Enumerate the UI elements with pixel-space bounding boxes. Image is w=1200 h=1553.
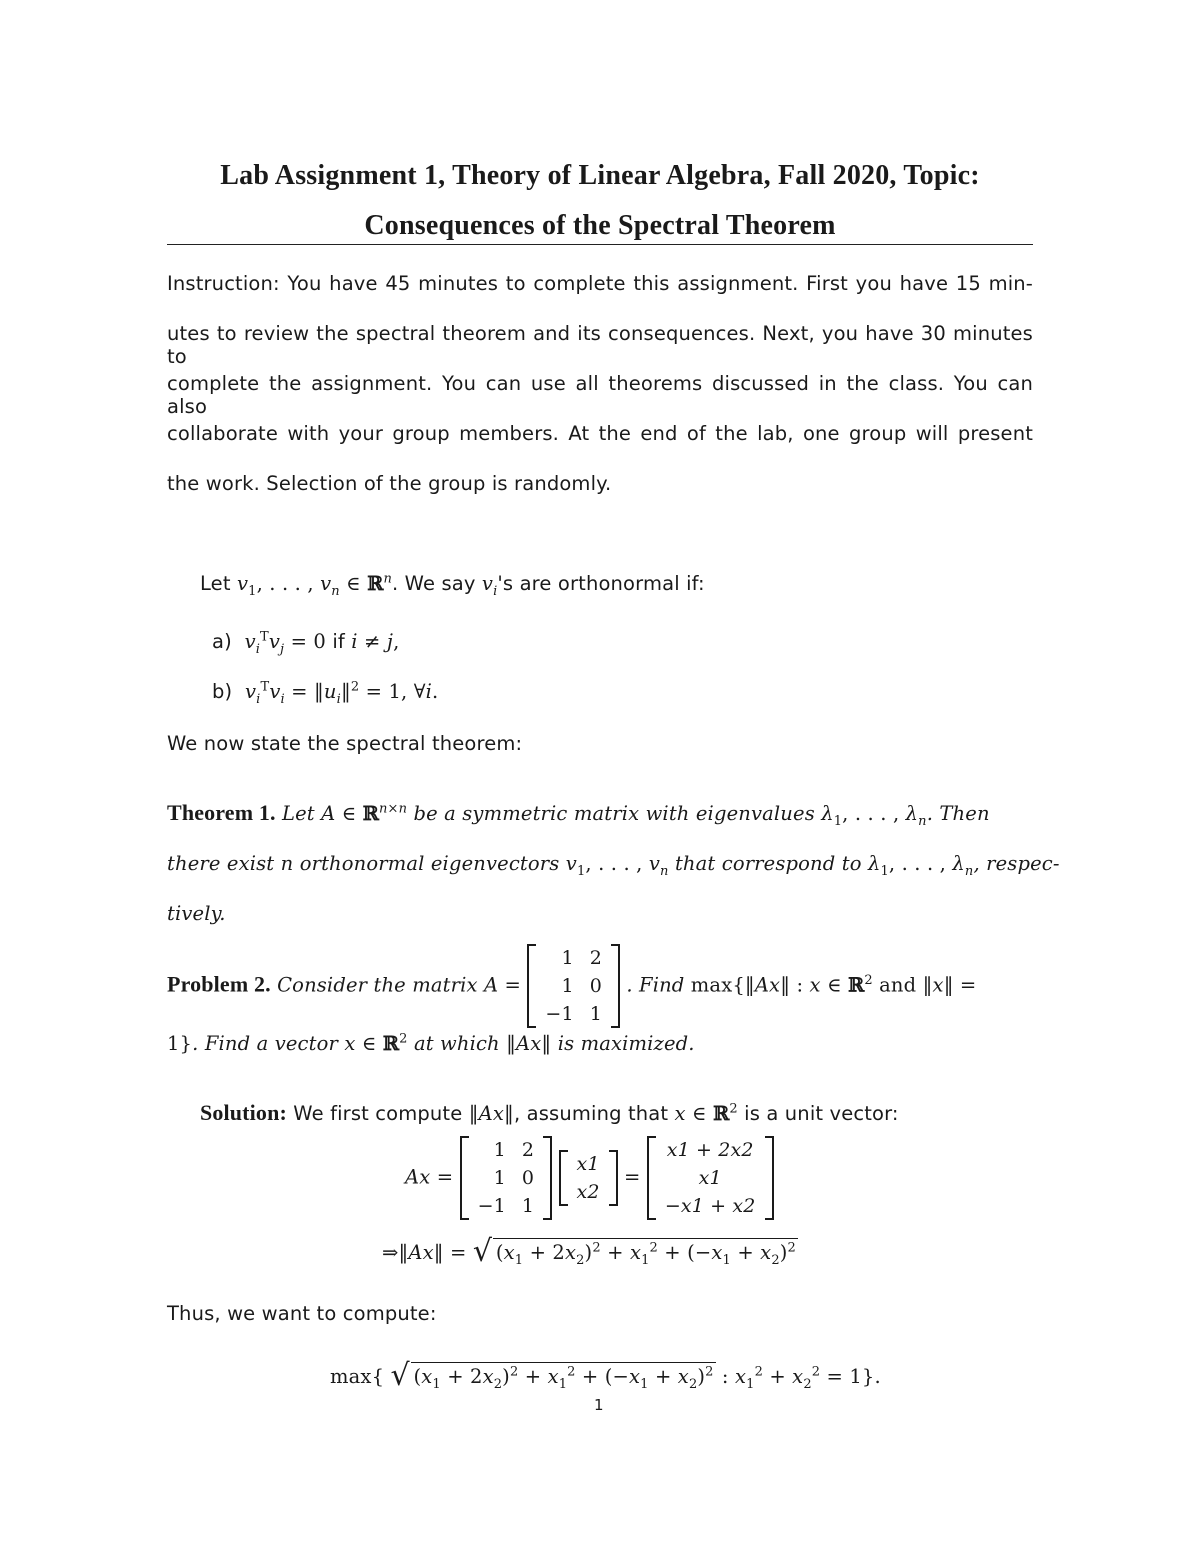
problem-label: Problem 2. [167, 971, 271, 997]
theorem-label: Theorem 1. [167, 800, 276, 825]
instruction-line-2: utes to review the spectral theorem and its consequences. Next, you have 30 minutes to [167, 322, 1033, 368]
title-divider [167, 244, 1033, 245]
problem-line-2: 1}. Find a vector x ∈ ℝ$^2$ at which ‖Ax‖ is maximized. [167, 1031, 695, 1055]
theorem-line-1: Theorem 1. Let A ∈ ℝ$^{n\times n}$ be a symmetric matrix with eigenvalues $\lambda_1$, . . . , $\lambda_n$. Then [167, 800, 990, 829]
vector-x: x1 x2 [559, 1150, 618, 1206]
instruction-line-3: complete the assignment. You can use all theorems discussed in the class. You can also [167, 372, 1033, 418]
sqrt-expression: √ $(x_1 + 2x_2)^2 + x_1^2 + (-x_1 + x_2)^2$ [472, 1234, 796, 1269]
page-subtitle: Consequences of the Spectral Theorem [364, 210, 836, 241]
matrix-a: 1 2 1 0 −1 1 [527, 944, 620, 1028]
matrix-a-eq: 1 2 1 0 −1 1 [460, 1136, 553, 1220]
condition-b: b) $v_i^Tv_i$ = $‖u_i‖^2 = 1$, ∀i. [212, 679, 439, 707]
page-number: 1 [594, 1396, 604, 1414]
solution-label: Solution: [200, 1100, 287, 1125]
condition-a: a) $v_i^Tv_j = 0$ if i ≠ j, [212, 629, 400, 657]
result-vector: x1 + 2x2 x1 −x1 + x2 [647, 1136, 774, 1220]
thus-line: Thus, we want to compute: [167, 1302, 437, 1325]
equation-ax: Ax = 1 2 1 0 −1 1 x1 x2 = x1 + 2x2 x1 −x1 + x2 [405, 1136, 774, 1220]
state-spectral-line: We now state the spectral theorem: [167, 732, 523, 755]
theorem-line-3: tively. [167, 902, 226, 925]
orthonormal-definition: Let $v_1$, . . . , $v_n$ ∈ ℝ$^n$. We say $v_i's$ are orthonormal if: [200, 571, 705, 599]
max-expression: max{ √ $(x_1 + 2x_2)^2 + x_1^2 + (-x_1 + x_2)^2$ : $x_1^2 + x_2^2 = 1$}. [330, 1358, 881, 1393]
instruction-line-5: the work. Selection of the group is randomly. [167, 472, 612, 495]
solution-intro: Solution: We first compute ‖Ax‖, assuming that x ∈ ℝ$^2$ is a unit vector: [200, 1100, 899, 1125]
page-title: Lab Assignment 1, Theory of Linear Algebra, Fall 2020, Topic: [220, 160, 980, 191]
sqrt-expression-max: √ $(x_1 + 2x_2)^2 + x_1^2 + (-x_1 + x_2)^2$ [390, 1358, 714, 1393]
instruction-line-4: collaborate with your group members. At the end of the lab, one group will present [167, 422, 1033, 445]
instruction-line-1: Instruction: You have 45 minutes to complete this assignment. First you have 15 min- [167, 272, 1033, 295]
problem-line-1: Problem 2. Consider the matrix A = 1 2 1 0 −1 1 . Find max{‖Ax‖ : x ∈ ℝ$^2$ and ‖x‖ = [167, 944, 976, 1028]
equation-norm: ⇒‖Ax‖ = √ $(x_1 + 2x_2)^2 + x_1^2 + (-x_1 + x_2)^2$ [382, 1234, 796, 1269]
theorem-line-2: there exist n orthonormal eigenvectors $v_1$, . . . , $v_n$ that correspond to $\lambda_1$, . . . , $\lambda_n$, respec- [167, 852, 1060, 879]
